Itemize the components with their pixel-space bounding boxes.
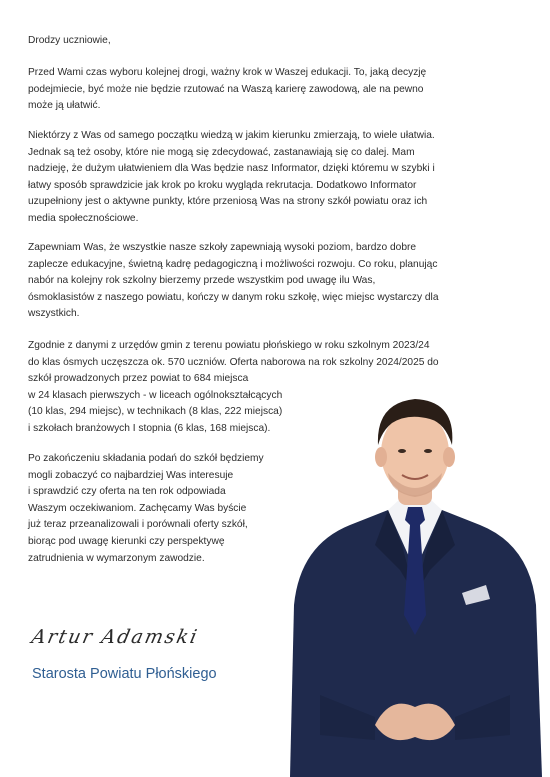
paragraph-line: łatwy sposób sprawdzicie jak krok po kroku wygląda rekrutacja. Dodatkowo Informator <box>28 179 417 191</box>
paragraph-line: Jednak są też osoby, które nie mogą się zdecydować, zastanawiają się co dalej. Mam <box>28 146 415 158</box>
paragraph-line: Zapewniam Was, że wszystkie nasze szkoły zapewniają wysoki poziom, bardzo dobre <box>28 242 417 253</box>
paragraph-line: Waszym oczekiwaniom. Zachęcamy Was byście <box>28 502 247 514</box>
signer-role: Starosta Powiatu Płońskiego <box>32 666 217 682</box>
paragraph-line: uzupełniony jest o aktywne punkty, które przeniosą Was na strony szkół powiatu oraz ich <box>28 196 428 208</box>
paragraph-1 <box>28 65 524 115</box>
paragraph-line: już teraz przeanalizowali i porównali oferty szkół, <box>28 519 248 531</box>
paragraph-line: w 24 klasach pierwszych - w liceach ogólnokształcących <box>28 389 283 401</box>
paragraph-line: mogli zobaczyć co najbardziej Was interesuje <box>28 469 234 481</box>
paragraph-line: i szkołach branżowych I stopnia (6 klas, 168 miejsca). <box>28 422 271 434</box>
paragraph-line: do klas ósmych uczęszcza ok. 570 uczniów. Oferta naborowa na rok szkolny 2024/2025 do <box>28 356 439 368</box>
paragraph-line: zatrudnienia w wymarzonym zawodzie. <box>28 552 205 564</box>
paragraph-line: wszystkich. <box>28 308 80 320</box>
paragraph-line: Po zakończeniu składania podań do szkół będziemy <box>28 453 264 464</box>
paragraph-2 <box>28 128 524 228</box>
paragraph-line: (10 klas, 294 miejsc), w technikach (8 klas, 222 miejsca) <box>28 406 283 418</box>
portrait-photo <box>280 395 550 777</box>
paragraph-line: nadzieję, że dużym ułatwieniem dla Was będzie nasz Informator, dzięki któremu w szybki i <box>28 163 435 175</box>
paragraph-line: biorąc pod uwagę kierunki czy perspektywę <box>28 535 225 547</box>
paragraph-line: podejmiecie, być może nie będzie rzutować na Waszą karierę zawodową, ale na pewno <box>28 83 424 95</box>
paragraph-line: Zgodnie z danymi z urzędów gmin z terenu powiatu płońskiego w roku szkolnym 2023/24 <box>28 340 430 351</box>
paragraph-line: zaplecze edukacyjne, świetną kadrę pedagogiczną i możliwości rozwoju. Co roku, planując <box>28 258 438 270</box>
paragraph-3 <box>28 240 524 323</box>
paragraph-line: i sprawdzić czy oferta na ten rok odpowiada <box>28 486 226 498</box>
paragraph-line: Niektórzy z Was od samego początku wiedzą w jakim kierunku zmierzają, to wiele ułatwia. <box>28 130 435 141</box>
paragraph-line: może ją ułatwić. <box>28 100 101 112</box>
paragraph-line: media społecznościowe. <box>28 212 139 224</box>
handwritten-signature: Artur Adamski <box>29 626 201 648</box>
greeting: Drodzy uczniowie, <box>28 35 111 46</box>
paragraph-line: szkół prowadzonych przez powiat to 684 miejsca <box>28 373 249 385</box>
paragraph-line: ósmoklasistów z naszego powiatu, kończy w danym roku szkołę, więc miejsc wystarczy dla <box>28 291 439 303</box>
paragraph-line: nabór na kolejny rok szkolny bierzemy przede wszystkim pod uwagę ilu Was, <box>28 275 376 287</box>
paragraph-line: Przed Wami czas wyboru kolejnej drogi, ważny krok w Waszej edukacji. To, jaką decyzję <box>28 67 427 78</box>
